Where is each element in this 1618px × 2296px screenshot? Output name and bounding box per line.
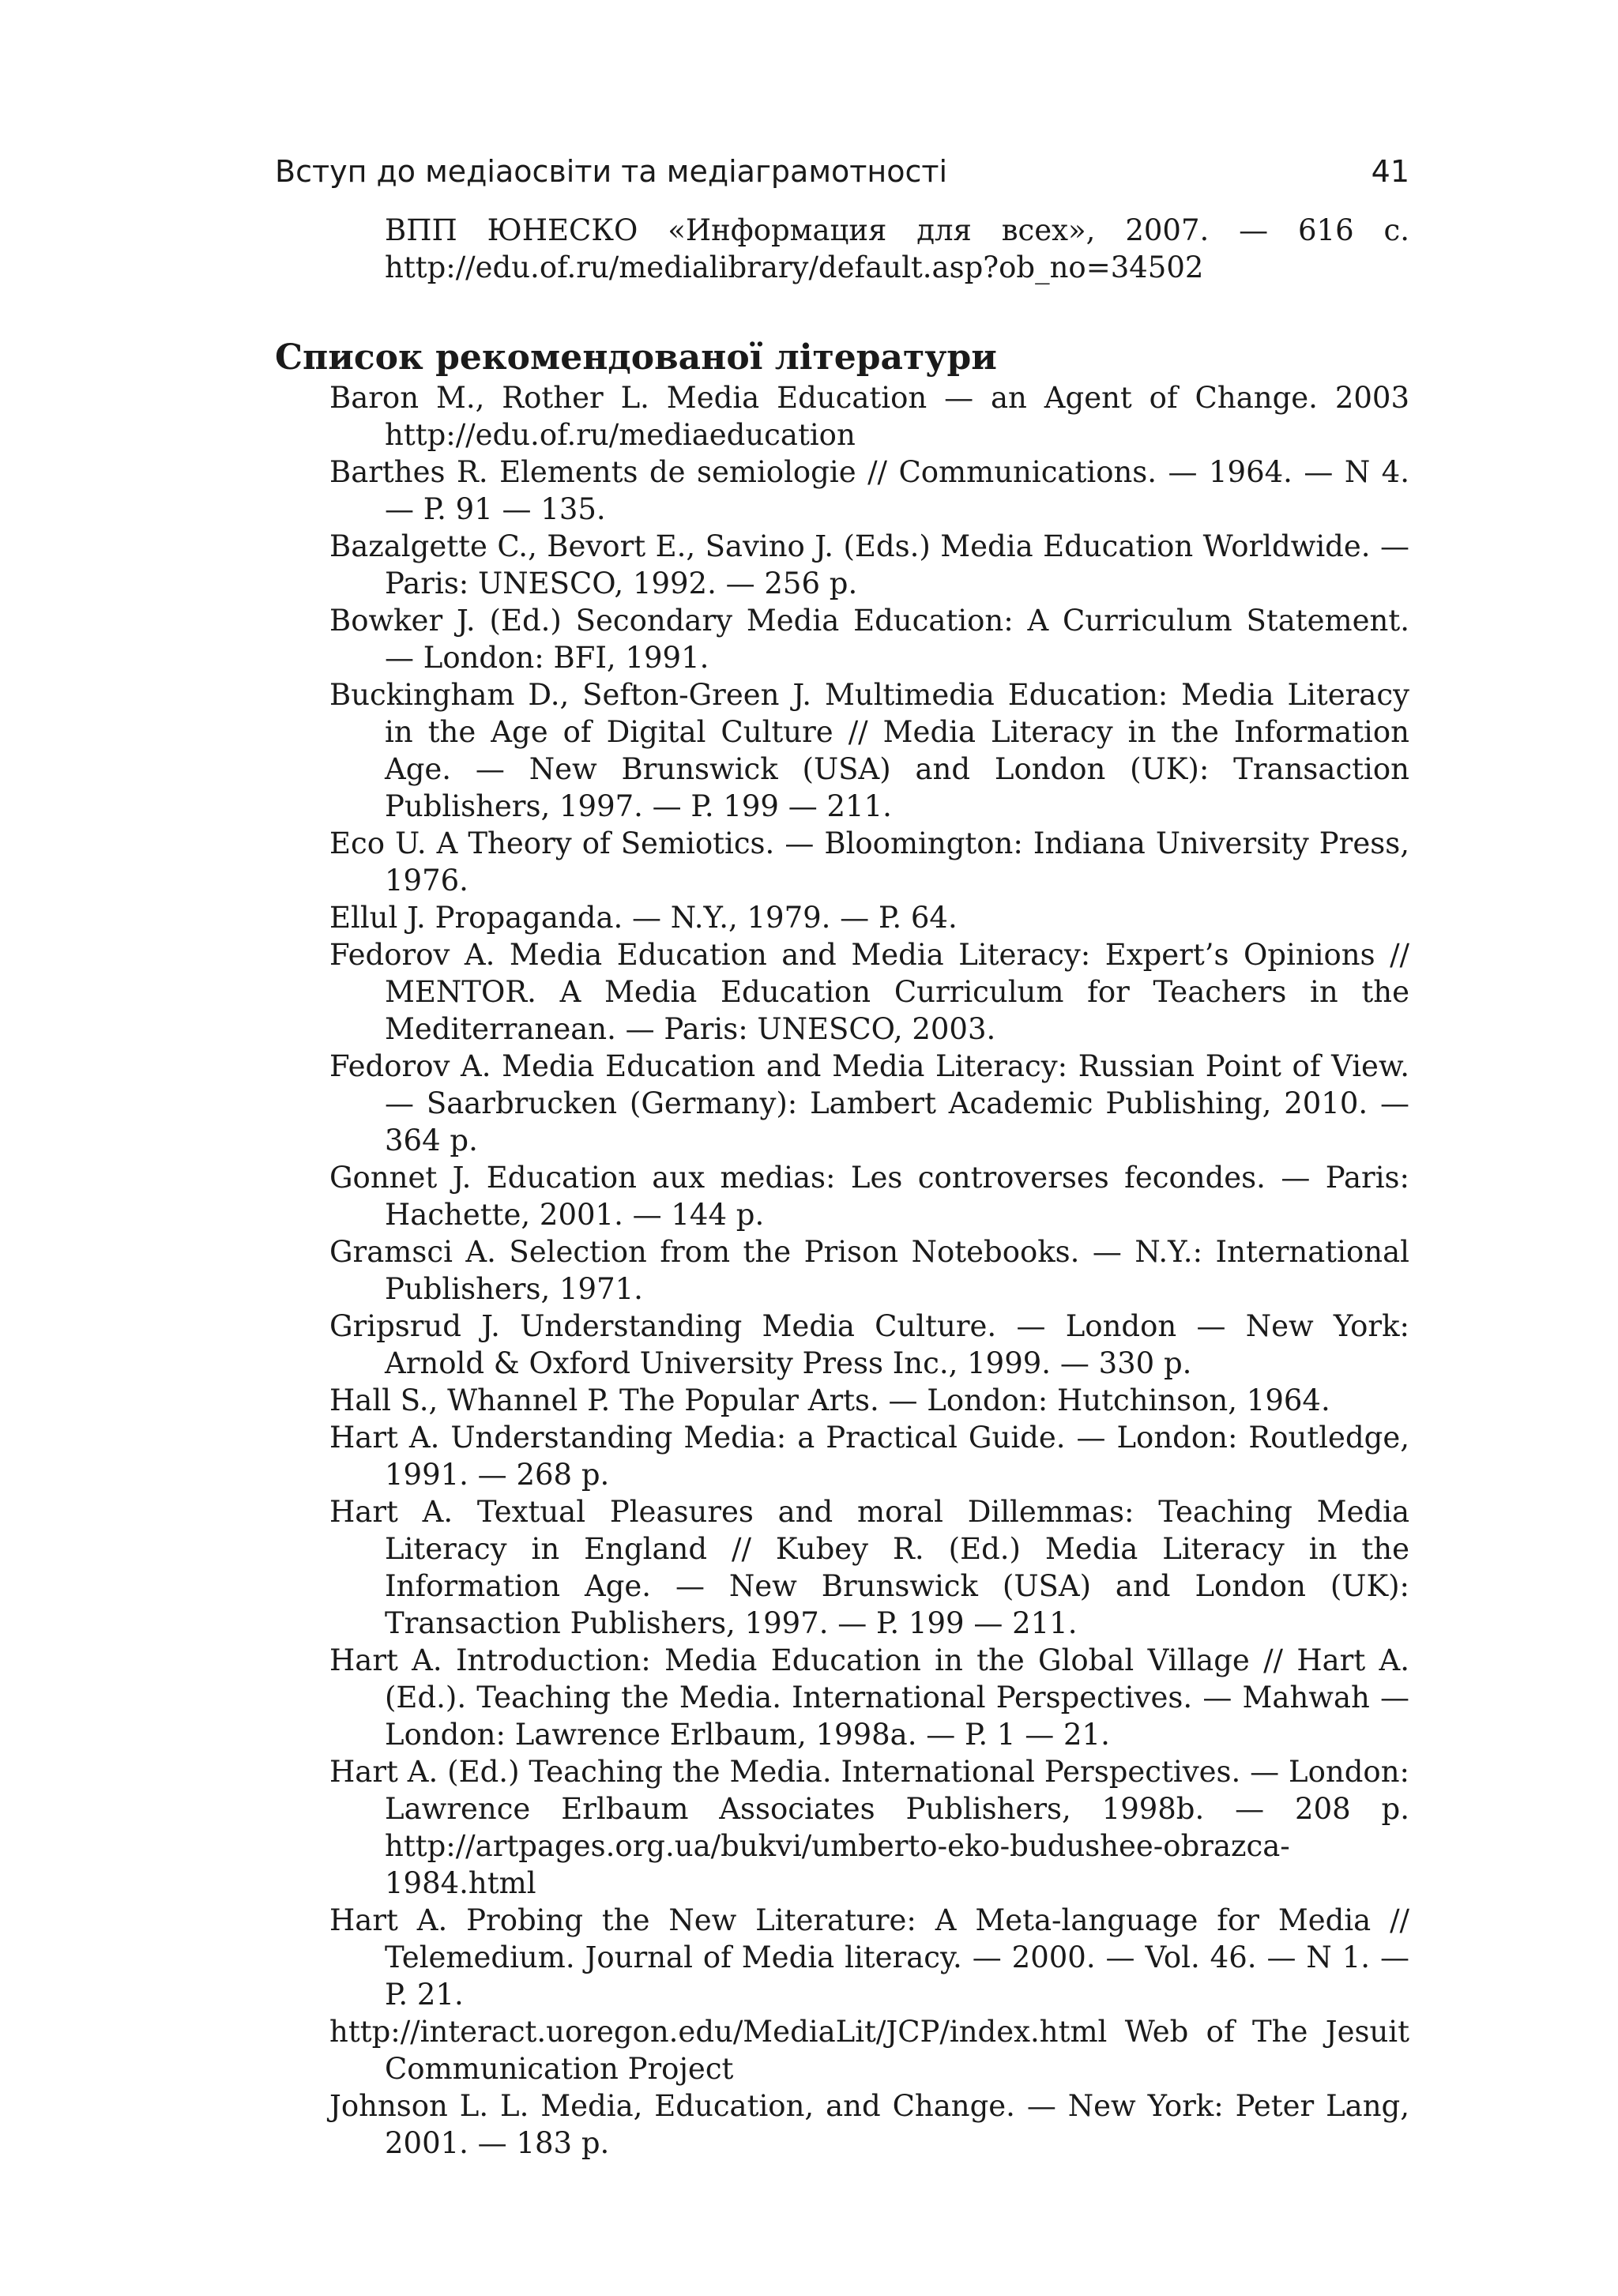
reference-item: Baron M., Rother L. Media Education — an Agent of Change. 2003 http://edu.of.ru/mediaeducation (329, 381, 1409, 452)
reference-item: Hart A. (Ed.) Teaching the Media. International Perspectives. — London: Lawrence Erlbaum Associates Publishers, 1998b. — 208 p. http://artpages.org.ua/bukvi/umberto-eko-budushee-obrazca-1984.html (329, 1755, 1409, 1900)
reference-item: Hart A. Understanding Media: a Practical Guide. — London: Routledge, 1991. — 268 p. (329, 1421, 1409, 1492)
reference-item: Johnson L. L. Media, Education, and Change. — New York: Peter Lang, 2001. — 183 p. (329, 2089, 1409, 2160)
reference-item: Fedorov A. Media Education and Media Literacy: Expert’s Opinions // MENTOR. A Media Education Curriculum for Teachers in the Mediterranean. — Paris: UNESCO, 2003. (329, 938, 1409, 1046)
reference-item: http://interact.uoregon.edu/MediaLit/JCP/index.html Web of The Jesuit Communication Project (329, 2015, 1409, 2086)
section-title: Список рекомендованої літератури (275, 337, 997, 378)
reference-item: Gripsrud J. Understanding Media Culture. — London — New York: Arnold & Oxford University Press Inc., 1999. — 330 p. (329, 1309, 1409, 1380)
reference-item: Hart A. Introduction: Media Education in the Global Village // Hart A. (Ed.). Teaching the Media. International Perspectives. — Mahwah — London: Lawrence Erlbaum, 1998a. — P. 1 — 21. (329, 1643, 1409, 1752)
carryover-reference-text: ВПП ЮНЕСКО «Информация для всех», 2007. — 616 с. http://edu.of.ru/medialibrary/default.asp?ob_no=34502 (385, 213, 1409, 284)
running-header (275, 150, 1409, 193)
reference-item: Hart A. Probing the New Literature: A Meta-language for Media // Telemedium. Journal of Media literacy. — 2000. — Vol. 46. — N 1. — P. 21. (329, 1903, 1409, 2012)
reference-item: Bowker J. (Ed.) Secondary Media Education: A Curriculum Statement. — London: BFI, 1991. (329, 604, 1409, 675)
reference-item: Hart A. Textual Pleasures and moral Dillemmas: Teaching Media Literacy in England // Kubey R. (Ed.) Media Literacy in the Information Age. — New Brunswick (USA) and London (UK): Transaction Publishers, 1997. — P. 199 — 211. (329, 1495, 1409, 1640)
reference-list (329, 379, 1409, 2162)
reference-item: Eco U. A Theory of Semiotics. — Bloomington: Indiana University Press, 1976. (329, 826, 1409, 898)
running-title: Вступ до медіаосвіти та медіаграмотності (275, 154, 948, 189)
reference-item: Bazalgette C., Bevort E., Savino J. (Eds.) Media Education Worldwide. — Paris: UNESCO, 1992. — 256 p. (329, 529, 1409, 600)
reference-item: Ellul J. Propaganda. — N.Y., 1979. — P. 64. (329, 901, 958, 935)
reference-item: Gonnet J. Education aux medias: Les controverses fecondes. — Paris: Hachette, 2001. — 144 p. (329, 1161, 1409, 1232)
page-number: 41 (1371, 154, 1409, 189)
reference-item: Hall S., Whannel P. The Popular Arts. — London: Hutchinson, 1964. (329, 1383, 1330, 1417)
reference-item: Gramsci A. Selection from the Prison Notebooks. — N.Y.: International Publishers, 1971. (329, 1235, 1409, 1306)
reference-item: Buckingham D., Sefton-Green J. Multimedia Education: Media Literacy in the Age of Digital Culture // Media Literacy in the Information Age. — New Brunswick (USA) and London (UK): Transaction Publishers, 1997. — P. 199 — 211. (329, 678, 1409, 823)
reference-item: Barthes R. Elements de semiologie // Communications. — 1964. — N 4. — P. 91 — 135. (329, 455, 1409, 526)
reference-item: Fedorov A. Media Education and Media Literacy: Russian Point of View. — Saarbrucken (Germany): Lambert Academic Publishing, 2010. — 364 p. (329, 1049, 1409, 1157)
